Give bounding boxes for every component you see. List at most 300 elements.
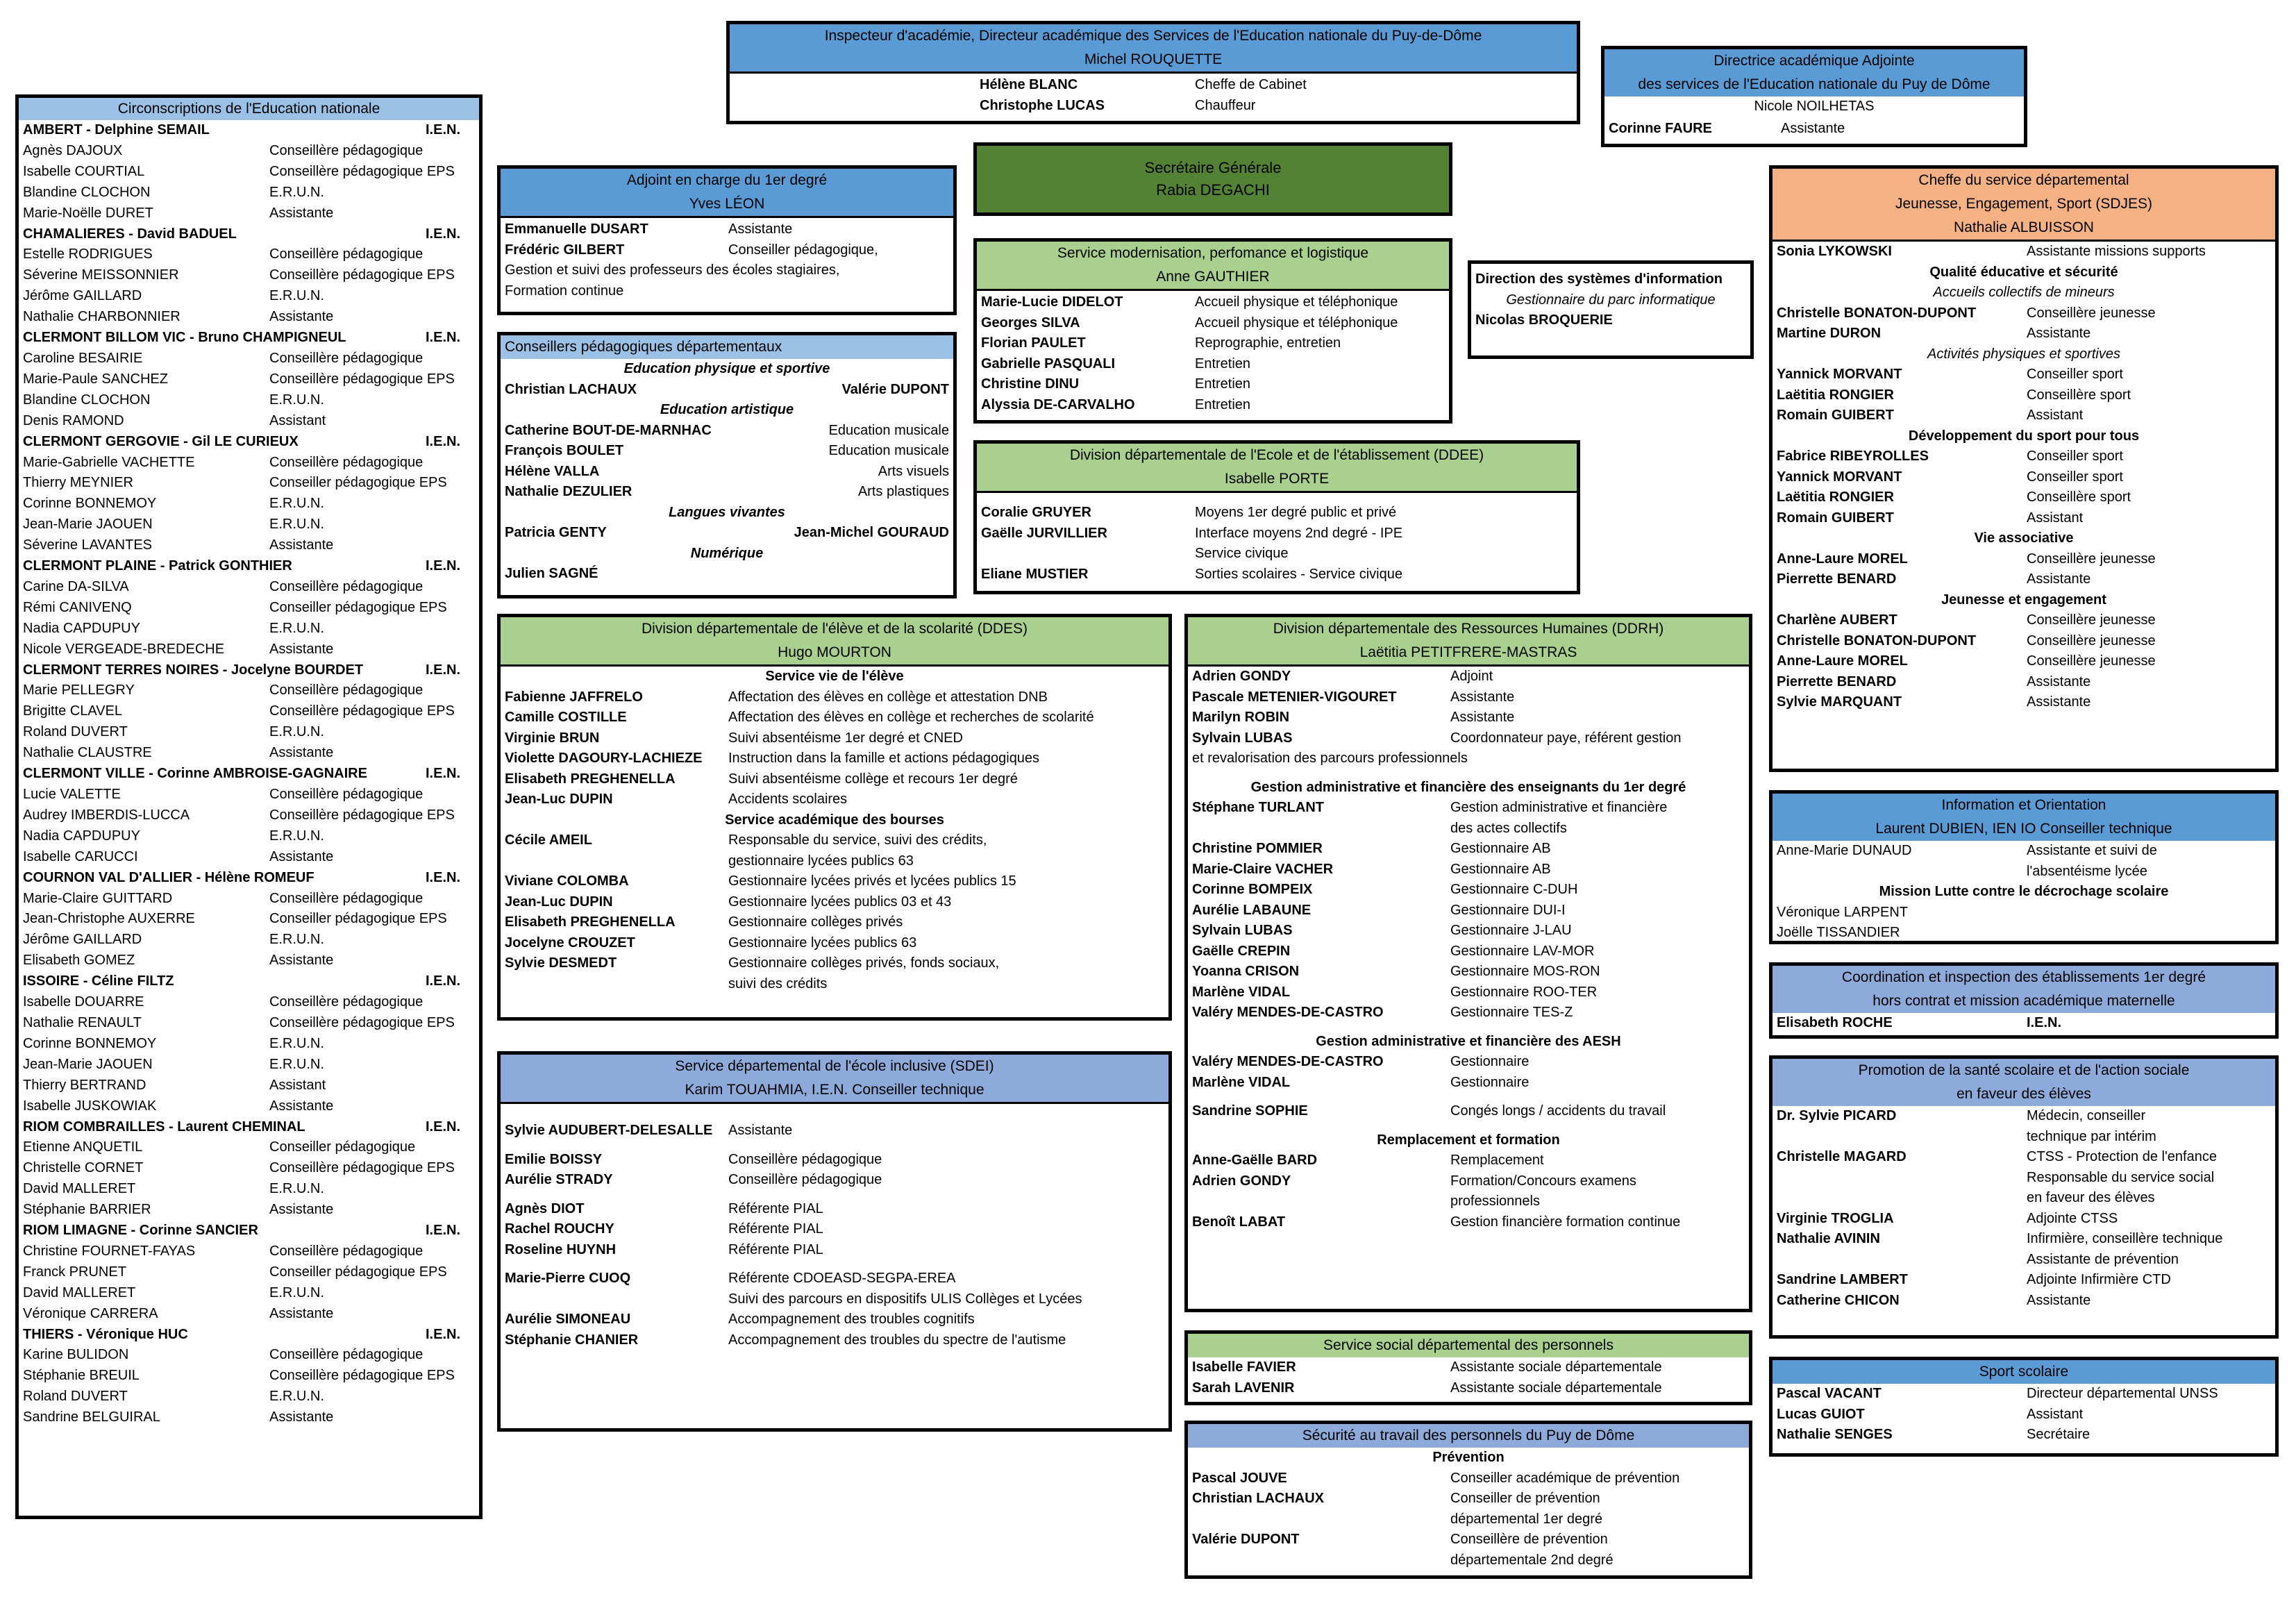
section-title: Education physique et sportive [623, 361, 830, 376]
person-name: Audrey IMBERDIS-LUCCA [23, 807, 190, 823]
person-name: Nathalie SENGES [1777, 1427, 1893, 1442]
section-title: Jeunesse et engagement [1941, 592, 2106, 608]
person-role: Assistante [728, 1123, 793, 1138]
list-item [1192, 1357, 1745, 1378]
person-role: Gestionnaire collèges privés [728, 914, 903, 930]
person-name: Carine DA-SILVA [23, 578, 129, 594]
person-role: Conseiller pédagogique [269, 1139, 416, 1155]
person-role: Assistante sociale départementale [1450, 1359, 1662, 1375]
list-item [1777, 1291, 2271, 1312]
person-role: Conseillère pédagogique [269, 1347, 424, 1363]
person-role: Assistante [269, 537, 334, 553]
person-role: Moyens 1er degré public et privé [1195, 505, 1397, 520]
person-role: E.R.U.N. [269, 517, 324, 533]
sdei-name: Karim TOUAHMIA, I.E.N. Conseiller technique [685, 1082, 984, 1098]
list-item [505, 912, 1164, 933]
list-item [23, 1096, 475, 1117]
person-role: E.R.U.N. [269, 828, 324, 844]
person-name: Marie-Lucie DIDELOT [981, 294, 1123, 310]
list-item [23, 203, 475, 224]
person-name: Dr. Sylvie PICARD [1777, 1108, 1897, 1123]
person-name: Coralie GRUYER [981, 505, 1091, 520]
conseillers-title: Conseillers pédagogiques départementaux [501, 335, 953, 359]
person-name: Roland DUVERT [23, 1389, 128, 1405]
person-name: Christine FOURNET-FAYAS [23, 1243, 196, 1259]
person-name: Sandrine SOPHIE [1192, 1103, 1308, 1119]
person-name: Franck PRUNET [23, 1264, 126, 1280]
person-name: RIOM LIMAGNE - Corinne SANCIER [23, 1223, 258, 1239]
person-role: Conseillère pédagogique [269, 787, 424, 802]
list-item [23, 535, 475, 556]
person-role: Conseillère pédagogique EPS [269, 1014, 455, 1030]
person-name: Sylvain LUBAS [1192, 923, 1293, 938]
person-name: Georges SILVA [981, 315, 1080, 330]
list-item [505, 974, 1164, 995]
list-item [23, 1137, 475, 1158]
person-role: Conseillère jeunesse [2027, 305, 2156, 321]
person-role: Conseillère jeunesse [2027, 633, 2156, 648]
person-name: Karine BULIDON [23, 1347, 129, 1363]
person-role: Conseiller pédagogique EPS [269, 599, 447, 615]
person-role: Accueil physique et téléphonique [1195, 315, 1398, 330]
person-name: Isabelle CARUCCI [23, 848, 138, 864]
person-role: Conseillère pédagogique EPS [269, 267, 455, 283]
person-role: Gestionnaire AB [1450, 861, 1551, 877]
person-role: Assistante sociale départementale [1450, 1380, 1662, 1396]
directrice-name: Nicole NOILHETAS [1754, 99, 1875, 114]
list-item [23, 494, 475, 514]
person-name: Agnès DAJOUX [23, 142, 123, 158]
list-item [1777, 1229, 2271, 1250]
person-name: CHAMALIERES - David BADUEL [23, 226, 237, 242]
person-name: Laëtitia RONGIER [1777, 387, 1894, 403]
person-role: Gestionnaire AB [1450, 841, 1551, 856]
person-role: Assistante missions supports [2027, 244, 2206, 259]
list-item [23, 453, 475, 474]
section-subtitle: Activités physiques et sportives [1927, 346, 2120, 362]
person-role: Suivi absentéisme 1er degré et CNED [728, 730, 963, 746]
person-role: Gestionnaire LAV-MOR [1450, 943, 1595, 959]
person-role: Conseillère jeunesse [2027, 653, 2156, 669]
list-item [23, 1075, 475, 1096]
list-item [505, 830, 1164, 851]
person-role: E.R.U.N. [269, 620, 324, 636]
person-name: Christelle CORNET [23, 1160, 144, 1176]
person-role: Conseiller sport [2027, 449, 2123, 464]
dsi-box [1468, 260, 1754, 359]
person-name: Nathalie AVININ [1777, 1231, 1880, 1246]
list-item [1777, 487, 2271, 508]
person-role: Assistant [269, 1077, 326, 1093]
list-item [23, 1179, 475, 1200]
list-item [505, 1170, 1164, 1191]
inspecteur-name: Michel ROUQUETTE [1084, 51, 1223, 67]
person-role: E.R.U.N. [269, 1181, 324, 1197]
person-role: I.E.N. [426, 122, 461, 137]
list-item [1777, 303, 2271, 324]
person-name: Jean-Luc DUPIN [505, 792, 613, 807]
person-role: I.E.N. [426, 1223, 461, 1239]
person-name: Etienne ANQUETIL [23, 1139, 143, 1155]
person-name: Camille COSTILLE [505, 710, 627, 725]
modernisation-title: Service modernisation, perfomance et logistique [1057, 245, 1369, 261]
list-item [505, 1150, 1164, 1171]
list-item [23, 307, 475, 328]
person-name: Jean-Marie JAOUEN [23, 1056, 153, 1072]
list-item [981, 292, 1445, 313]
list-item [505, 1289, 1164, 1310]
person-name: Corinne BONNEMOY [23, 496, 157, 512]
person-role: Assistante [1450, 689, 1515, 705]
person-role: Coordonnateur paye, référent gestion [1450, 730, 1682, 746]
list-item [505, 687, 1164, 708]
person-name: Christelle BONATON-DUPONT [1777, 305, 1977, 321]
person-role: Référente PIAL [728, 1221, 823, 1237]
person-role: Assistant [2027, 1406, 2084, 1422]
person-role: Conseillère pédagogique [728, 1172, 882, 1187]
person-name: Isabelle JUSKOWIAK [23, 1098, 157, 1114]
person-name: Pierrette BENARD [1777, 571, 1897, 587]
person-name: Marie-Noëlle DURET [23, 205, 153, 221]
adjoint-box [497, 165, 957, 315]
list-item [1777, 692, 2271, 713]
circonscription-header-row [23, 971, 475, 992]
list-item [505, 769, 1164, 790]
list-item [23, 265, 475, 286]
person-role: Conseillère pédagogique EPS [269, 163, 455, 179]
person-name: Thierry BERTRAND [23, 1077, 146, 1093]
person-name: CLERMONT PLAINE - Patrick GONTHIER [23, 558, 292, 574]
list-item [23, 847, 475, 868]
person-name: Thierry MEYNIER [23, 475, 133, 491]
person-role: départementale 2nd degré [1450, 1552, 1614, 1568]
circonscription-header-row [23, 556, 475, 577]
person-name [1777, 1168, 2027, 1189]
person-role: Gestion administrative et financière [1450, 800, 1668, 815]
list-item [23, 1013, 475, 1034]
person-role: Entretien [1195, 355, 1251, 371]
person-role: Assistante [269, 1202, 334, 1218]
person-name: Stéphanie BREUIL [23, 1368, 140, 1384]
person-role: I.E.N. [426, 766, 461, 782]
circonscription-header-row [23, 1117, 475, 1138]
list-item: Frédéric GILBERT Conseiller pédagogique, [505, 242, 878, 258]
list-item: Véronique LARPENT [1777, 904, 1908, 920]
person-name: Yannick MORVANT [1777, 469, 1902, 485]
person-name: Charlène AUBERT [1777, 612, 1897, 628]
section-title: Numérique [690, 545, 764, 561]
section-title: Langues vivantes [669, 504, 785, 520]
ddes-box [497, 614, 1172, 1021]
list-item: Joëlle TISSANDIER [1777, 925, 1900, 940]
person-role: Responsable du service, suivi des crédits, [728, 832, 987, 848]
person-role: E.R.U.N. [269, 392, 324, 408]
list-item [23, 930, 475, 951]
sport-title: Sport scolaire [1773, 1360, 2275, 1384]
person-role: Assistant [269, 412, 326, 428]
person-name: Laëtitia RONGIER [1777, 489, 1894, 505]
list-item: Patricia GENTY Jean-Michel GOURAUD [505, 525, 949, 540]
person-role: Conseillère pédagogique [269, 454, 424, 470]
list-item [1777, 1147, 2271, 1168]
person-name: Séverine LAVANTES [23, 537, 153, 553]
person-name: Gaëlle CREPIN [1192, 943, 1291, 959]
person-role: Gestionnaire [1450, 1054, 1530, 1069]
list-item [23, 473, 475, 494]
person-role: Gestionnaire MOS-RON [1450, 964, 1600, 979]
person-role: Gestionnaire J-LAU [1450, 923, 1572, 938]
person-name: Nadia CAPDUPUY [23, 828, 140, 844]
person-role: E.R.U.N. [269, 1035, 324, 1051]
person-role: Accidents scolaires [728, 792, 848, 807]
list-item: Hélène VALLA Arts visuels [505, 463, 949, 479]
person-name: Romain GUIBERT [1777, 408, 1894, 423]
list-item [23, 349, 475, 369]
list-item [1192, 798, 1745, 819]
person-name [981, 544, 1195, 564]
list-item: François BOULET Education musicale [505, 443, 949, 458]
list-item [1192, 1509, 1745, 1530]
person-name: Lucie VALETTE [23, 787, 121, 802]
circonscription-header-row [23, 1325, 475, 1346]
list-item [1192, 982, 1745, 1003]
person-role: suivi des crédits [728, 976, 828, 991]
inspecteur-title: Inspecteur d'académie, Directeur académique des Services de l'Education nationale du Puy-de-Dôme [824, 28, 1482, 44]
person-name: Alyssia DE-CARVALHO [981, 396, 1135, 412]
person-role: Assistant [2027, 408, 2084, 423]
list-item [23, 785, 475, 805]
person-name: Marie-Gabrielle VACHETTE [23, 454, 195, 470]
list-item [1777, 324, 2271, 344]
person-name: Romain GUIBERT [1777, 510, 1894, 526]
person-name: Sylvie AUDUBERT-DELESALLE [505, 1123, 713, 1138]
person-role: Congés longs / accidents du travail [1450, 1103, 1666, 1119]
person-name: Caroline BESAIRIE [23, 350, 143, 366]
person-role: Assistante [269, 1409, 334, 1425]
person-name: Marie PELLEGRY [23, 683, 135, 698]
list-item [1777, 1106, 2271, 1127]
person-role: Adjointe Infirmière CTD [2027, 1272, 2171, 1287]
person-role: Conseillère pédagogique [269, 683, 424, 698]
list-item [505, 1199, 1164, 1220]
ddrh-title: Division départementale des Ressources Humaines (DDRH) [1273, 621, 1664, 637]
list-item [23, 598, 475, 619]
person-name: Nadia CAPDUPUY [23, 620, 140, 636]
person-role: I.E.N. [426, 558, 461, 574]
person-name: Isabelle FAVIER [1192, 1359, 1296, 1375]
list-item [23, 680, 475, 701]
person-name: CLERMONT BILLOM VIC - Bruno CHAMPIGNEUL [23, 330, 346, 346]
person-name: Yoanna CRISON [1192, 964, 1300, 979]
secretaire-title: Secrétaire Générale [1144, 159, 1282, 176]
list-item: Emmanuelle DUSART Assistante [505, 221, 793, 237]
list-item [1192, 819, 1745, 839]
person-name: Nicole VERGEADE-BREDECHE [23, 641, 225, 657]
list-item [23, 1304, 475, 1325]
person-role: Référente CDOEASD-SEGPA-EREA [728, 1271, 956, 1286]
list-item [23, 743, 475, 764]
person-role: E.R.U.N. [269, 496, 324, 512]
person-role: départemental 1er degré [1450, 1511, 1603, 1527]
section-title: Vie associative [1974, 530, 2074, 546]
person-role: Gestionnaire [1450, 1074, 1530, 1090]
person-role: Conseillère pédagogique EPS [269, 703, 455, 719]
circonscriptions-title: Circonscriptions de l'Education nationale [19, 98, 479, 120]
list-item [1777, 1168, 2271, 1189]
person-role: I.E.N. [426, 662, 461, 678]
person-role: Gestionnaire C-DUH [1450, 882, 1578, 897]
circonscriptions-box [15, 94, 483, 1519]
person-name: Marie-Claire GUITTARD [23, 890, 173, 906]
person-role: Gestionnaire DUI-I [1450, 902, 1566, 918]
list-item [1777, 610, 2271, 631]
person-name: Cécile AMEIL [505, 832, 592, 848]
person-name: Pascale METENIER-VIGOURET [1192, 689, 1397, 705]
person-name [1192, 1509, 1450, 1530]
section-title: Service vie de l'élève [765, 669, 904, 684]
list-item [981, 544, 1573, 564]
circonscription-header-row [23, 328, 475, 349]
person-role: professionnels [1450, 1194, 1540, 1209]
dsi-name: Nicolas BROQUERIE [1475, 312, 1613, 328]
ddrh-box [1184, 614, 1752, 1312]
person-name: Lucas GUIOT [1777, 1406, 1865, 1422]
person-role: E.R.U.N. [269, 1389, 324, 1405]
inspecteur-header [730, 24, 1577, 74]
person-name: Jean-Christophe AUXERRE [23, 911, 195, 927]
person-role: Conseillère pédagogique [269, 142, 424, 158]
person-role: Assistant [2027, 510, 2084, 526]
circonscription-header-row [23, 764, 475, 785]
list-item [505, 1309, 1164, 1330]
list-item [1192, 839, 1745, 860]
list-item [505, 1121, 1164, 1141]
securite-box [1184, 1421, 1752, 1579]
list-item [505, 871, 1164, 892]
list-item [23, 244, 475, 265]
person-role: Adjoint [1450, 669, 1493, 684]
list-item [23, 286, 475, 307]
person-role: I.E.N. [426, 1119, 461, 1135]
person-role: Gestionnaire lycées publics 03 et 43 [728, 894, 952, 910]
section-subtitle: Accueils collectifs de mineurs [1933, 285, 2115, 300]
circonscription-header-row [23, 120, 475, 141]
person-role: Assistante [269, 848, 334, 864]
person-name: Virginie TROGLIA [1777, 1210, 1894, 1226]
directrice-title: Directrice académique Adjointe [1713, 53, 1915, 69]
person-role: Remplacement [1450, 1153, 1544, 1168]
list-item [23, 951, 475, 971]
list-item [505, 851, 1164, 872]
person-role: Conseillère pédagogique [269, 350, 424, 366]
person-name: Anne-Laure MOREL [1777, 653, 1908, 669]
list-item [1192, 1489, 1745, 1509]
person-role: Conseillère pédagogique [269, 578, 424, 594]
list-item [1192, 1150, 1745, 1171]
person-role: Conseillère pédagogique [269, 994, 424, 1010]
person-role: Assistante [269, 641, 334, 657]
list-item: Corinne FAURE Assistante [1609, 120, 1845, 136]
person-name: Brigitte CLAVEL [23, 703, 123, 719]
person-name: COURNON VAL D'ALLIER - Hélène ROMEUF [23, 869, 315, 885]
person-role: Infirmière, conseillère technique [2027, 1231, 2223, 1246]
person-role: Conseiller pédagogique EPS [269, 1264, 447, 1280]
person-name: Sylvie MARQUANT [1777, 694, 1902, 710]
list-item [1192, 941, 1745, 962]
person-role: Assistante [269, 1098, 334, 1114]
list-item [23, 1262, 475, 1283]
section-title: Qualité éducative et sécurité [1929, 264, 2118, 280]
list-item [23, 805, 475, 826]
list-item [1777, 1425, 2271, 1446]
person-name: Gaëlle JURVILLIER [981, 525, 1107, 541]
list-item [1192, 1378, 1745, 1399]
social-box [1184, 1330, 1752, 1405]
list-item [505, 953, 1164, 974]
person-role: technique par intérim [2027, 1128, 2156, 1144]
orientation-title: Information et Orientation [1941, 797, 2106, 813]
person-name: Viviane COLOMBA [505, 873, 629, 889]
list-item [23, 1200, 475, 1221]
list-item [1192, 687, 1745, 708]
person-name [505, 1289, 728, 1310]
list-item [1777, 1209, 2271, 1230]
person-name: Stéphane TURLANT [1192, 800, 1324, 815]
person-role: Conseillère pédagogique EPS [269, 807, 455, 823]
person-name: Christine DINU [981, 376, 1080, 392]
sport-box [1769, 1357, 2279, 1457]
list-item [1777, 446, 2271, 467]
list-item [1192, 708, 1745, 728]
person-name: Fabienne JAFFRELO [505, 689, 643, 705]
person-name: Sylvie DESMEDT [505, 955, 617, 971]
person-role: Sorties scolaires - Service civique [1195, 566, 1402, 582]
list-item [1777, 405, 2271, 426]
list-item [505, 789, 1164, 810]
person-name: Martine DURON [1777, 326, 1882, 341]
person-name: Sonia LYKOWSKI [1777, 244, 1892, 259]
person-role: E.R.U.N. [269, 724, 324, 740]
list-item [23, 411, 475, 432]
list-item [505, 892, 1164, 913]
person-role: Gestionnaire collèges privés, fonds sociaux, [728, 955, 1000, 971]
person-name: RIOM COMBRAILLES - Laurent CHEMINAL [23, 1119, 305, 1135]
list-item [23, 701, 475, 722]
list-item: Catherine BOUT-DE-MARNHAC Education musicale [505, 422, 949, 438]
section-title: Gestion administrative et financière des AESH [1316, 1033, 1621, 1049]
list-item [1777, 365, 2271, 385]
person-name: Jocelyne CROUZET [505, 935, 635, 951]
person-role: Conseillère pédagogique [269, 1243, 424, 1259]
person-name: Anne-Gaëlle BARD [1192, 1153, 1318, 1168]
list-item [23, 619, 475, 639]
person-name: Florian PAULET [981, 335, 1086, 351]
list-item [505, 748, 1164, 769]
list-item [23, 639, 475, 660]
list-item [1192, 1212, 1745, 1233]
ddes-name: Hugo MOURTON [778, 644, 891, 660]
person-name: Christelle BONATON-DUPONT [1777, 633, 1977, 648]
person-role: Conseiller sport [2027, 469, 2123, 485]
ddee-name: Isabelle PORTE [1224, 471, 1330, 487]
list-item [1777, 1384, 2271, 1405]
secretaire-box [973, 142, 1452, 216]
sdjes-title: Cheffe du service départemental [1918, 172, 2129, 188]
person-role: Assistante de prévention [2027, 1251, 2179, 1267]
list-item [23, 1345, 475, 1366]
person-name: Marlène VIDAL [1192, 1074, 1291, 1090]
list-item [1777, 569, 2271, 590]
